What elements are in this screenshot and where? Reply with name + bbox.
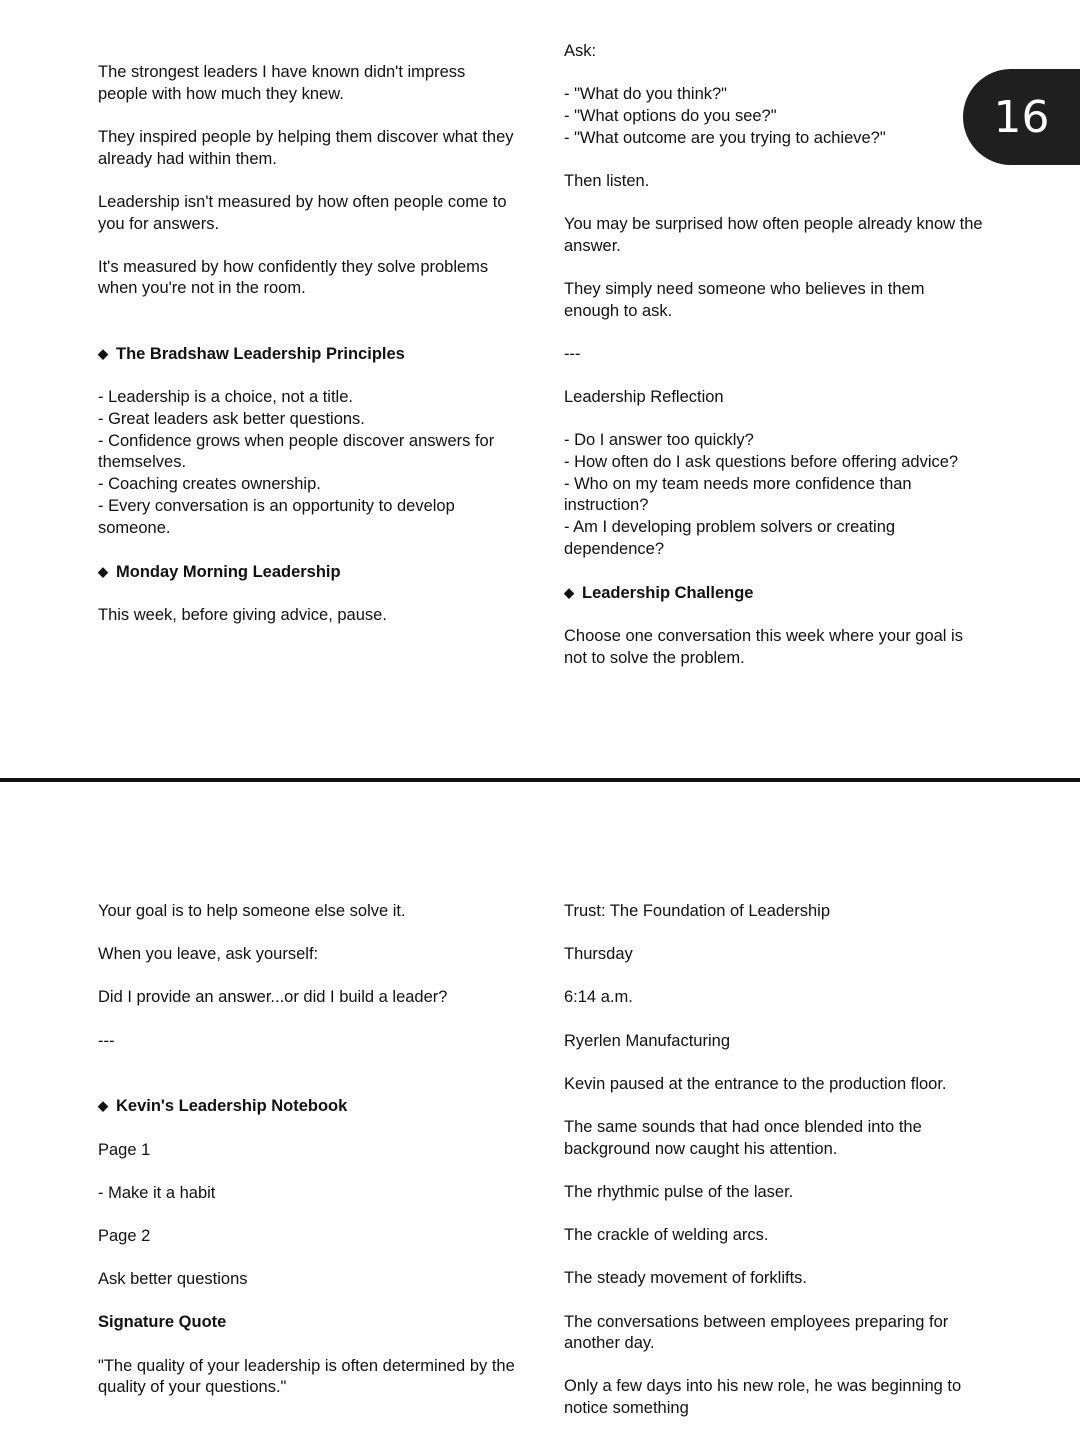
paragraph: Ask better questions bbox=[98, 1270, 248, 1289]
paragraph: The crackle of welding arcs. bbox=[564, 1226, 769, 1245]
diamond-bullet-icon: ◆ bbox=[98, 563, 108, 579]
bottom-left-column bbox=[98, 901, 518, 1420]
questions-list: - "What do you think?" - "What options do you see?" - "What outcome are you trying to achieve?" bbox=[564, 85, 886, 147]
signature-heading: Signature Quote bbox=[98, 1313, 227, 1332]
notebook-heading bbox=[98, 1095, 518, 1118]
paragraph: The strongest leaders I have known didn't impress people with how much they knew. bbox=[98, 63, 466, 103]
paragraph: Page 1 bbox=[98, 1140, 151, 1159]
top-left-column bbox=[98, 62, 518, 648]
heading-text: Monday Morning Leadership bbox=[116, 562, 341, 581]
monday-heading bbox=[98, 561, 518, 584]
signature-quote: "The quality of your leadership is often determined by the quality of your questions." bbox=[98, 1356, 515, 1397]
paragraph: 6:14 a.m. bbox=[564, 988, 633, 1007]
paragraph: Thursday bbox=[564, 945, 633, 964]
paragraph: Page 2 bbox=[98, 1226, 151, 1245]
paragraph: Your goal is to help someone else solve it. bbox=[98, 902, 406, 920]
heading-text: Kevin's Leadership Notebook bbox=[116, 1097, 348, 1116]
principles-heading bbox=[98, 343, 518, 366]
page-number: 16 bbox=[993, 91, 1050, 143]
paragraph: Choose one conversation this week where your goal is not to solve the problem. bbox=[564, 627, 963, 667]
paragraph: This week, before giving advice, pause. bbox=[98, 605, 387, 624]
paragraph: Then listen. bbox=[564, 171, 650, 190]
paragraph: Ryerlen Manufacturing bbox=[564, 1031, 730, 1050]
paragraph: Kevin paused at the entrance to the production floor. bbox=[564, 1074, 947, 1093]
paragraph: The rhythmic pulse of the laser. bbox=[564, 1182, 794, 1201]
paragraph: They inspired people by helping them discover what they already had within them. bbox=[98, 127, 514, 168]
paragraph: They simply need someone who believes in them enough to ask. bbox=[564, 279, 925, 320]
bottom-right-column bbox=[564, 901, 984, 1441]
paragraph: You may be surprised how often people already know the answer. bbox=[564, 215, 983, 255]
diamond-bullet-icon: ◆ bbox=[98, 346, 108, 362]
principles-list: - Leadership is a choice, not a title. - Great leaders ask better questions. - Confidence grows when people discover answers for themselves. - Coaching creates ownership. - Every conversation is an opportunity to develop someone. bbox=[98, 388, 495, 537]
paragraph: Leadership isn't measured by how often people come to you for answers. bbox=[98, 192, 507, 233]
separator: --- bbox=[564, 344, 581, 363]
challenge-heading bbox=[564, 582, 984, 605]
page-divider bbox=[0, 778, 1080, 782]
reflection-title: Leadership Reflection bbox=[564, 388, 724, 407]
paragraph: The same sounds that had once blended into the background now caught his attention. bbox=[564, 1118, 922, 1158]
separator: --- bbox=[98, 1031, 115, 1050]
chapter-title: Trust: The Foundation of Leadership bbox=[564, 902, 830, 920]
reflection-list: - Do I answer too quickly? - How often do I ask questions before offering advice? - Who on my team needs more confidence than instruction? - Am I developing problem solvers or creating dependence? bbox=[564, 431, 959, 558]
diamond-bullet-icon: ◆ bbox=[564, 584, 574, 600]
paragraph: When you leave, ask yourself: bbox=[98, 945, 319, 964]
top-right-column bbox=[564, 41, 984, 691]
paragraph: The conversations between employees preparing for another day. bbox=[564, 1312, 949, 1353]
paragraph: It's measured by how confidently they solve problems when you're not in the room. bbox=[98, 257, 489, 298]
paragraph: Did I provide an answer...or did I build a leader? bbox=[98, 988, 448, 1007]
heading-text: Leadership Challenge bbox=[582, 583, 754, 602]
paragraph: Only a few days into his new role, he was beginning to notice something bbox=[564, 1377, 962, 1418]
diamond-bullet-icon: ◆ bbox=[98, 1098, 108, 1114]
paragraph: - Make it a habit bbox=[98, 1183, 216, 1202]
paragraph: The steady movement of forklifts. bbox=[564, 1269, 808, 1288]
paragraph: Ask: bbox=[564, 42, 597, 60]
heading-text: The Bradshaw Leadership Principles bbox=[116, 345, 405, 364]
